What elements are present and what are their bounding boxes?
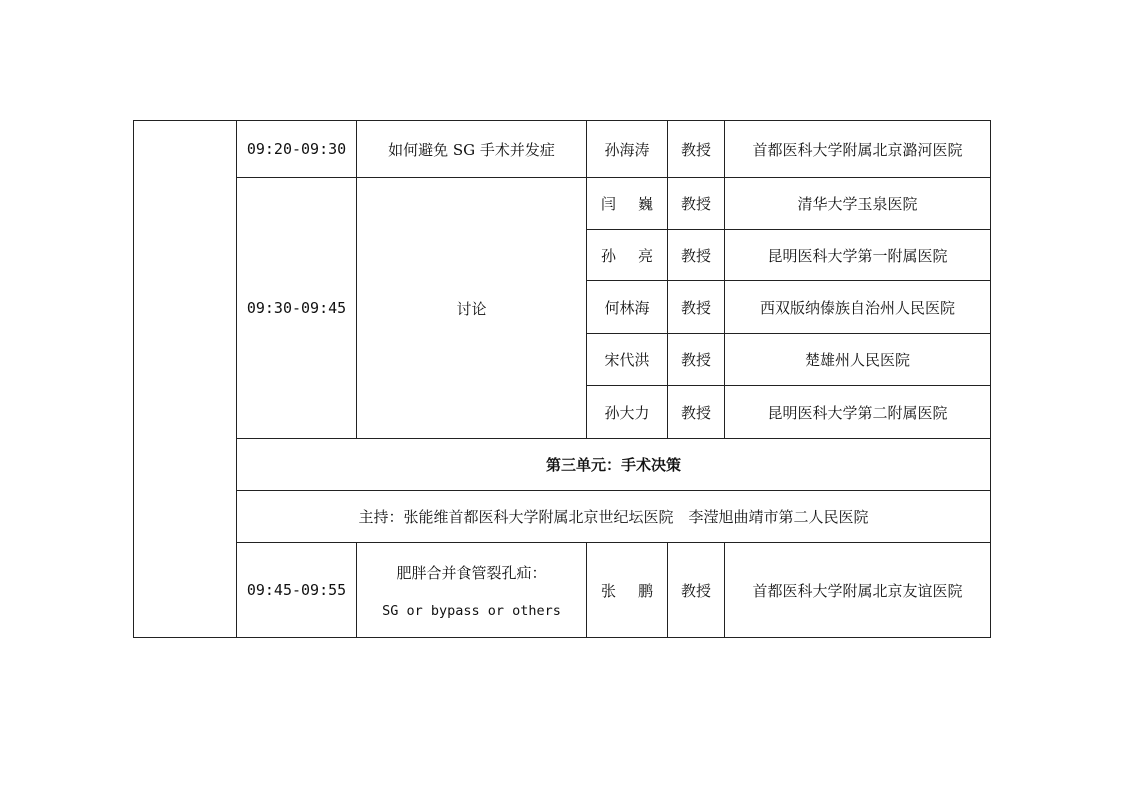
speaker-hospital: 首都医科大学附属北京友谊医院 [725,543,991,638]
panelist-hospital: 西双版纳傣族自治州人民医院 [725,281,991,334]
panelist-title: 教授 [668,178,725,230]
panelist-hospital: 清华大学玉泉医院 [725,178,991,230]
blank-left-cell [134,121,237,638]
table-row [134,543,991,638]
time-cell: 09:20-09:30 [237,121,357,178]
panelist-title: 教授 [668,334,725,386]
speaker-name: 孙海涛 [587,121,668,178]
topic-cell: 讨论 [357,178,587,439]
time-cell: 09:30-09:45 [237,178,357,439]
panelist-title: 教授 [668,386,725,439]
schedule-table [133,120,991,638]
panelist-name: 宋代洪 [587,334,668,386]
topic-line-en: SG or bypass or others [382,602,561,619]
panelist-name: 何林海 [587,281,668,334]
panelist-name: 孙大力 [587,386,668,439]
topic-cell [357,543,587,638]
speaker-name: 张 鹏 [587,543,668,638]
panelist-name: 孙 亮 [587,230,668,281]
table-row [134,491,991,543]
panelist-name: 闫 巍 [587,178,668,230]
table-row [134,439,991,491]
table-row [134,178,991,230]
speaker-hospital: 首都医科大学附属北京潞河医院 [725,121,991,178]
panelist-title: 教授 [668,230,725,281]
panelist-title: 教授 [668,281,725,334]
panelist-hospital: 昆明医科大学第二附属医院 [725,386,991,439]
speaker-title: 教授 [668,543,725,638]
topic-line-zh: 肥胖合并食管裂孔疝： [396,563,547,582]
table-row [134,121,991,178]
panelist-hospital: 楚雄州人民医院 [725,334,991,386]
panelist-hospital: 昆明医科大学第一附属医院 [725,230,991,281]
section-host: 主持：张能维首都医科大学附属北京世纪坛医院 李滢旭曲靖市第二人民医院 [237,491,991,543]
section-heading: 第三单元：手术决策 [237,439,991,491]
speaker-title: 教授 [668,121,725,178]
topic-cell: 如何避免 SG 手术并发症 [357,121,587,178]
time-cell: 09:45-09:55 [237,543,357,638]
